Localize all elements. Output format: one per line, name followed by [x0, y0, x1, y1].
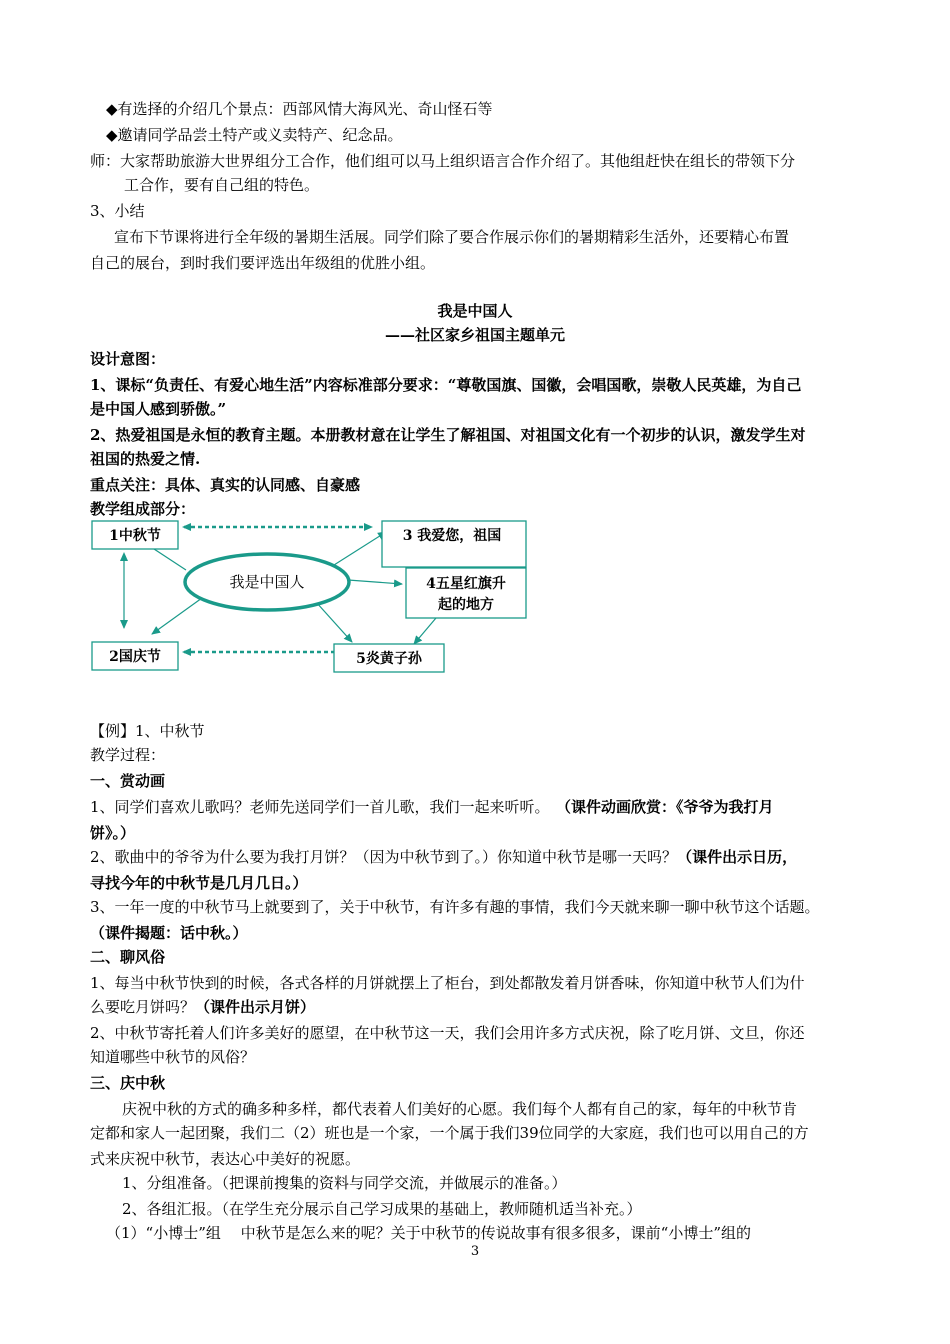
- node-4-label-line2: 起的地方: [438, 597, 494, 613]
- process-heading: 教学过程：: [90, 746, 166, 764]
- node-1-label: 1中秋节: [109, 528, 161, 544]
- center-label: 我是中国人: [229, 573, 305, 591]
- arrow-center-n2: [152, 598, 202, 634]
- design-line: 是中国人感到骄傲。”: [90, 400, 227, 418]
- components-heading: 教学组成部分：: [90, 500, 196, 518]
- bullet-line-2: ◆邀请同学品尝土特产或义卖特产、纪念品。: [106, 126, 403, 144]
- doc-title: 我是中国人: [437, 302, 513, 320]
- list-item: 1、分组准备。（把课前搜集的资料与同学交流，并做展示的准备。）: [122, 1174, 567, 1192]
- arrow-center-n3: [334, 532, 386, 565]
- arrow-center-n5: [316, 602, 352, 642]
- paragraph-line: 庆祝中秋的方式的确多种多样，都代表着人们美好的心愿。我们每个人都有自己的家，每年的中秋节肯: [122, 1100, 798, 1118]
- section-1-heading: 一、赏动画: [90, 772, 166, 790]
- design-line: 祖国的热爱之情.: [90, 450, 201, 468]
- design-line: 2、热爱祖国是永恒的教育主题。本册教材意在让学生了解祖国、对祖国文化有一个初步的认识，激发学生对: [90, 426, 806, 444]
- example-heading: 【例】1、中秋节: [90, 722, 205, 740]
- section-3-heading: 三、庆中秋: [90, 1074, 166, 1092]
- paragraph-line: [90, 994, 870, 1020]
- node-2-label: 2国庆节: [109, 649, 161, 665]
- paragraph-line: [90, 794, 870, 820]
- paragraph-line: 式来庆祝中秋节，表达心中美好的祝愿。: [90, 1150, 361, 1168]
- node-3-label: 3 我爱您，祖国: [402, 528, 502, 544]
- paragraph-line: 宣布下节课将进行全年级的暑期生活展。同学们除了要合作展示你们的暑期精彩生活外，还要精心布置: [114, 228, 790, 246]
- paragraph-line: 2、中秋节寄托着人们许多美好的愿望，在中秋节这一天，我们会用许多方式庆祝，除了吃月饼、文旦，你还: [90, 1024, 805, 1042]
- section-2-heading: 二、聊风俗: [90, 948, 166, 966]
- list-item: 2、各组汇报。（在学生充分展示自己学习成果的基础上，教师随机适当补充。）: [122, 1200, 642, 1218]
- doc-subtitle: ——社区家乡祖国主题单元: [384, 326, 565, 344]
- paragraph-text: 1、同学们喜欢儿歌吗？老师先送同学们一首儿歌，我们一起来听听。: [90, 798, 550, 816]
- paragraph-text: 2、歌曲中的爷爷为什么要为我打月饼？（因为中秋节到了。）你知道中秋节是哪一天吗？: [90, 848, 678, 866]
- arrow-n4-n5: [414, 618, 436, 644]
- paragraph-line: 3、一年一度的中秋节马上就要到了，关于中秋节，有许多有趣的事情，我们今天就来聊一聊中秋节这个话题。: [90, 898, 820, 916]
- paragraph-text: 么要吃月饼吗？: [90, 998, 196, 1016]
- design-heading: 设计意图：: [90, 350, 166, 368]
- paragraph-line: （1）“小博士”组 中秋节是怎么来的呢？关于中秋节的传说故事有很多很多，课前“小博士”组的: [106, 1224, 751, 1242]
- courseware-note: （课件动画欣赏：《爷爷为我打月: [563, 798, 774, 816]
- courseware-note: 寻找今年的中秋节是几月几日。）: [90, 874, 308, 892]
- bullet-line-1: ◆有选择的介绍几个景点：西部风情大海风光、奇山怪石等: [106, 100, 493, 118]
- arrow-center-n4: [348, 580, 402, 584]
- paragraph-line: 定都和家人一起团聚，我们二（2）班也是一个家，一个属于我们39位同学的大家庭，我们也可以用自己的方: [90, 1124, 809, 1142]
- unit-diagram: [90, 520, 550, 680]
- courseware-note: （课件出示日历，: [677, 848, 798, 866]
- paragraph-line: [90, 844, 870, 870]
- section-heading: 3、小结: [90, 202, 145, 220]
- design-line: 1、课标“负责任、有爱心地生活”内容标准部分要求：“尊敬国旗、国徽，会唱国歌，崇敬人民英雄，为自己: [90, 376, 802, 394]
- courseware-note: 饼》。）: [90, 824, 136, 842]
- page-number: 3: [470, 1244, 480, 1259]
- paragraph-line: 师：大家帮助旅游大世界组分工合作，他们组可以马上组织语言合作介绍了。其他组赶快在组长的带领下分: [90, 152, 796, 170]
- courseware-note: （课件出示月饼）: [195, 998, 316, 1016]
- paragraph-line: 自己的展台，到时我们要评选出年级组的优胜小组。: [90, 254, 436, 272]
- node-5-label: 5炎黄子孙: [356, 651, 422, 667]
- paragraph-line: 工合作，要有自己组的特色。: [124, 176, 320, 194]
- courseware-note: （课件揭题：话中秋。）: [90, 924, 248, 942]
- paragraph-line: 1、每当中秋节快到的时候，各式各样的月饼就摆上了柜台，到处都散发着月饼香味，你知道中秋节人们为什: [90, 974, 805, 992]
- key-focus: 重点关注：具体、真实的认同感、自豪感: [90, 476, 361, 494]
- node-4-label-line1: 4五星红旗升: [426, 576, 506, 592]
- paragraph-line: 知道哪些中秋节的风俗？: [90, 1048, 256, 1066]
